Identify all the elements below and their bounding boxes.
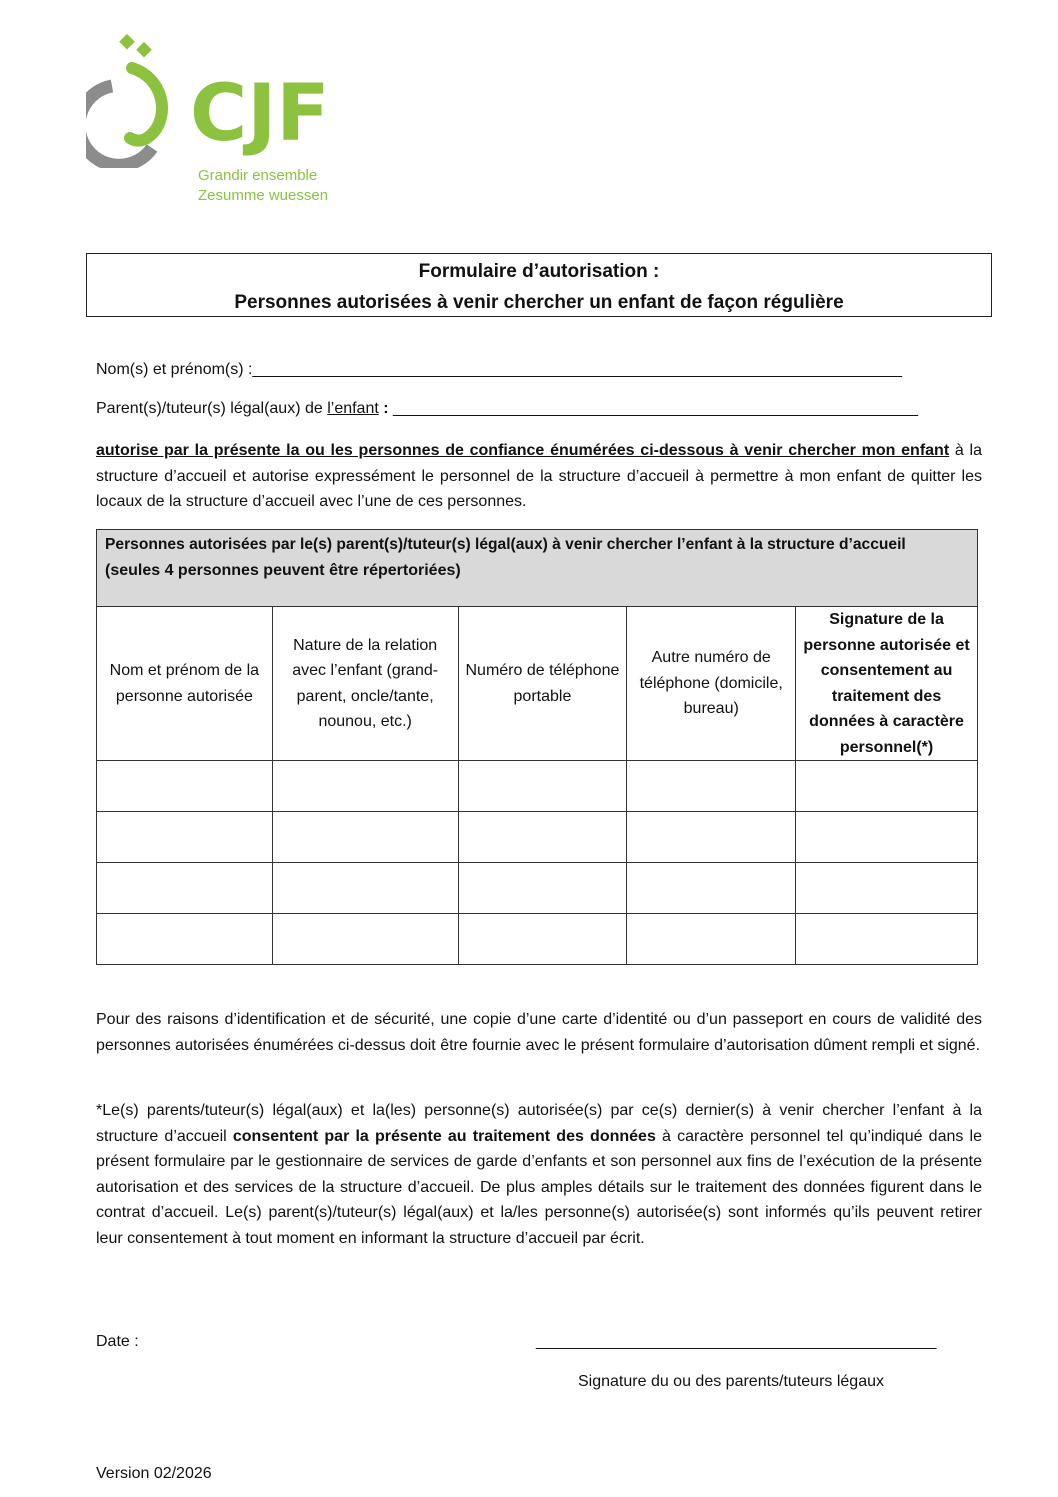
data-consent-bold: consentent par la présente au traitement des données <box>232 1127 656 1145</box>
parent-field-row <box>96 398 918 420</box>
table-cell[interactable] <box>627 863 796 914</box>
logo-tagline-2: Zesumme wuessen <box>198 187 329 204</box>
data-consent-part-2: à caractère personnel tel qu’indiqué dans le présent formulaire par le gestionnaire de services de garde d’enfants et son personnel aux fins de l’exécution de la présente autorisation et des services de la structure d’accueil. De plus amples détails sur le traitement des données figurent dans le contrat d’accueil. Le(s) parent(s)/tuteur(s) légal(aux) et la/les personne(s) autorisée(s) sont informés qu’ils peuvent retirer leur consentement à tout moment en informant la structure d’accueil par écrit. <box>96 1127 983 1247</box>
table-cell[interactable] <box>458 761 627 812</box>
table-header-line-2: (seules 4 personnes peuvent être répertoriées) <box>105 562 461 579</box>
identification-notice: Pour des raisons d’identification et de sécurité, une copie d’une carte d’identité ou d’un passeport en cours de validité des personnes autorisées énumérées ci-dessus doit être fournie avec le présent formulaire d’autorisation dûment rempli et signé. <box>96 1011 982 1054</box>
column-header-relation: Nature de la relation avec l’enfant (grand-parent, oncle/tante, nounou, etc.) <box>272 607 458 761</box>
table-cell[interactable] <box>272 761 458 812</box>
table-row <box>97 914 978 965</box>
table-cell[interactable] <box>272 914 458 965</box>
authorization-statement-bold: autorise par la présente la ou les personnes de confiance énumérées ci-dessous à venir chercher mon enfant <box>96 442 950 459</box>
name-field-row <box>96 359 902 381</box>
data-consent-notice <box>96 1098 982 1251</box>
table-cell[interactable] <box>796 761 978 812</box>
table-cell[interactable] <box>627 761 796 812</box>
table-cell[interactable] <box>627 812 796 863</box>
column-header-signature: Signature de la personne autorisée et consentement au traitement des données à caractère personnel(*) <box>796 607 978 761</box>
logo-tagline-1: Grandir ensemble <box>198 167 318 184</box>
table-cell[interactable] <box>97 761 273 812</box>
authorization-statement <box>96 438 982 515</box>
parent-field-label-child: l’enfant <box>327 400 379 417</box>
table-cell[interactable] <box>458 914 627 965</box>
form-title-line-1: Formulaire d’autorisation : <box>418 261 660 282</box>
table-cell[interactable] <box>272 812 458 863</box>
table-cell[interactable] <box>97 863 273 914</box>
table-header-line-1: Personnes autorisées par le(s) parent(s)/tuteur(s) légal(aux) à venir chercher l’enfant à la structure d’accueil <box>105 536 906 553</box>
table-cell[interactable] <box>796 863 978 914</box>
date-label: Date : <box>96 1333 139 1350</box>
form-title-line-2: Personnes autorisées à venir chercher un enfant de façon régulière <box>234 292 844 313</box>
data-consent-part-1: *Le(s) parents/tuteur(s) légal(aux) et la(les) personne(s) autorisée(s) par ce(s) dernier(s) à venir chercher l’enfant à la structure d’accueil <box>96 1102 982 1145</box>
column-header-name: Nom et prénom de la personne autorisée <box>97 607 273 761</box>
version-label: Version 02/2026 <box>96 1465 212 1482</box>
cjf-logo-mark <box>86 28 356 168</box>
logo-tagline <box>198 166 328 206</box>
form-title-box <box>86 253 992 317</box>
table-cell[interactable] <box>97 812 273 863</box>
signature-caption: Signature du ou des parents/tuteurs légaux <box>578 1373 884 1390</box>
table-cell[interactable] <box>627 914 796 965</box>
table-cell[interactable] <box>796 914 978 965</box>
authorization-statement-rest: à la structure d’accueil et autorise expressément le personnel de la structure d’accueil à permettre à mon enfant de quitter les locaux de la structure d’accueil avec l’une de ces personnes. <box>96 442 983 510</box>
column-header-mobile: Numéro de téléphone portable <box>458 607 627 761</box>
table-cell[interactable] <box>272 863 458 914</box>
name-field-blank[interactable]: _________________________________________________________________________ <box>252 361 903 378</box>
table-row <box>97 812 978 863</box>
svg-text:CJF: CJF <box>190 69 330 159</box>
parent-field-label: Parent(s)/tuteur(s) légal(aux) de <box>96 400 328 417</box>
signature-line[interactable]: _____________________________________________ <box>536 1333 937 1350</box>
table-cell[interactable] <box>458 863 627 914</box>
parent-field-blank[interactable]: ___________________________________________________________ <box>388 400 919 417</box>
table-cell[interactable] <box>458 812 627 863</box>
table-row <box>97 863 978 914</box>
parent-field-colon: : <box>378 400 389 417</box>
cjf-logo <box>86 28 356 208</box>
column-header-other-phone: Autre numéro de téléphone (domicile, bureau) <box>627 607 796 761</box>
table-header <box>97 530 978 607</box>
name-field-label: Nom(s) et prénom(s) : <box>96 361 253 378</box>
table-cell[interactable] <box>97 914 273 965</box>
table-cell[interactable] <box>796 812 978 863</box>
authorized-persons-table <box>96 529 978 965</box>
table-row <box>97 761 978 812</box>
